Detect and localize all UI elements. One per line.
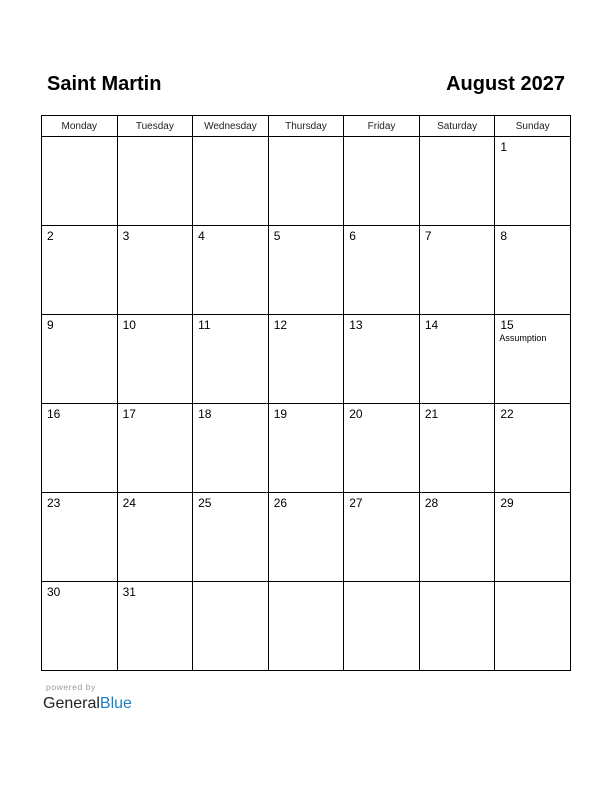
day-cell xyxy=(419,404,495,493)
day-number xyxy=(118,137,193,140)
day-cell xyxy=(495,137,571,226)
day-number: 8 xyxy=(500,229,508,243)
day-cell xyxy=(42,137,118,226)
day-cell xyxy=(268,493,344,582)
day-number: 17 xyxy=(122,407,136,421)
day-cell xyxy=(117,226,193,315)
day-cell xyxy=(495,493,571,582)
weekday-header: Tuesday xyxy=(117,116,193,137)
day-number: 25 xyxy=(198,496,212,510)
day-number xyxy=(269,137,344,140)
day-cell xyxy=(495,404,571,493)
weekday-header: Monday xyxy=(42,116,118,137)
brand-general-text: General xyxy=(43,695,100,712)
day-number: 4 xyxy=(198,229,205,243)
day-cell xyxy=(344,582,420,671)
weekday-header: Sunday xyxy=(495,116,571,137)
day-cell xyxy=(419,226,495,315)
day-number: 15 xyxy=(500,318,514,332)
day-number: 23 xyxy=(47,496,61,510)
day-cell xyxy=(42,582,118,671)
day-number: 18 xyxy=(198,407,212,421)
day-number: 26 xyxy=(273,496,288,510)
day-number: 7 xyxy=(424,229,432,243)
month-year-title: August 2027 xyxy=(446,73,565,95)
day-number: 19 xyxy=(273,407,288,421)
day-cell xyxy=(193,315,269,404)
day-cell xyxy=(344,493,420,582)
weekday-header-row xyxy=(42,116,571,137)
day-number: 1 xyxy=(500,140,508,154)
day-number xyxy=(42,137,117,140)
day-number: 29 xyxy=(500,496,514,510)
weekday-header: Saturday xyxy=(419,116,495,137)
day-cell xyxy=(344,226,420,315)
day-number: 5 xyxy=(273,229,281,243)
day-cell xyxy=(42,404,118,493)
day-cell xyxy=(268,137,344,226)
day-cell xyxy=(42,315,118,404)
day-cell xyxy=(268,315,344,404)
day-number: 14 xyxy=(424,318,439,332)
generalblue-logo[interactable] xyxy=(43,694,132,714)
day-number xyxy=(344,137,419,140)
day-number: 28 xyxy=(424,496,439,510)
day-cell xyxy=(193,493,269,582)
week-row xyxy=(42,404,571,493)
day-cell xyxy=(117,493,193,582)
powered-by-label: powered by xyxy=(46,682,96,692)
day-number xyxy=(193,137,268,140)
day-cell-holiday xyxy=(495,315,571,404)
week-row xyxy=(42,493,571,582)
day-number: 27 xyxy=(349,496,363,510)
day-cell xyxy=(117,137,193,226)
day-number: 24 xyxy=(122,496,136,510)
day-number: 31 xyxy=(122,585,136,599)
day-number: 12 xyxy=(273,318,288,332)
day-number: 13 xyxy=(349,318,363,332)
day-cell xyxy=(419,137,495,226)
day-number: 9 xyxy=(47,318,54,332)
day-number xyxy=(193,582,268,585)
day-cell xyxy=(193,137,269,226)
day-cell xyxy=(344,315,420,404)
day-cell xyxy=(419,315,495,404)
day-number: 30 xyxy=(47,585,61,599)
day-number: 6 xyxy=(349,229,356,243)
day-number: 10 xyxy=(122,318,136,332)
calendar-grid xyxy=(41,115,571,671)
weekday-header: Thursday xyxy=(268,116,344,137)
day-cell xyxy=(193,582,269,671)
day-cell xyxy=(42,226,118,315)
footer xyxy=(43,682,132,714)
day-cell xyxy=(344,137,420,226)
day-cell xyxy=(117,315,193,404)
day-number: 16 xyxy=(47,407,61,421)
day-number: 11 xyxy=(198,318,211,332)
day-cell xyxy=(495,582,571,671)
day-number xyxy=(420,582,495,585)
day-cell xyxy=(344,404,420,493)
day-cell xyxy=(419,493,495,582)
weekday-header: Wednesday xyxy=(193,116,269,137)
day-cell xyxy=(42,493,118,582)
day-cell xyxy=(419,582,495,671)
day-number: 20 xyxy=(349,407,363,421)
week-row xyxy=(42,582,571,671)
day-number: 3 xyxy=(122,229,130,243)
day-cell xyxy=(117,582,193,671)
week-row xyxy=(42,315,571,404)
day-number xyxy=(269,582,344,585)
holiday-label: Assumption xyxy=(499,333,547,343)
day-cell xyxy=(268,226,344,315)
day-cell xyxy=(495,226,571,315)
day-cell xyxy=(193,404,269,493)
day-number xyxy=(495,582,570,585)
day-number xyxy=(344,582,419,585)
week-row xyxy=(42,137,571,226)
weekday-header: Friday xyxy=(344,116,420,137)
day-number xyxy=(420,137,495,140)
day-number: 2 xyxy=(47,229,54,243)
day-number: 22 xyxy=(500,407,514,421)
day-cell xyxy=(117,404,193,493)
brand-blue-text: Blue xyxy=(99,695,132,712)
country-title: Saint Martin xyxy=(47,73,162,95)
day-number: 21 xyxy=(424,407,439,421)
day-cell xyxy=(268,404,344,493)
day-cell xyxy=(193,226,269,315)
week-row xyxy=(42,226,571,315)
day-cell xyxy=(268,582,344,671)
